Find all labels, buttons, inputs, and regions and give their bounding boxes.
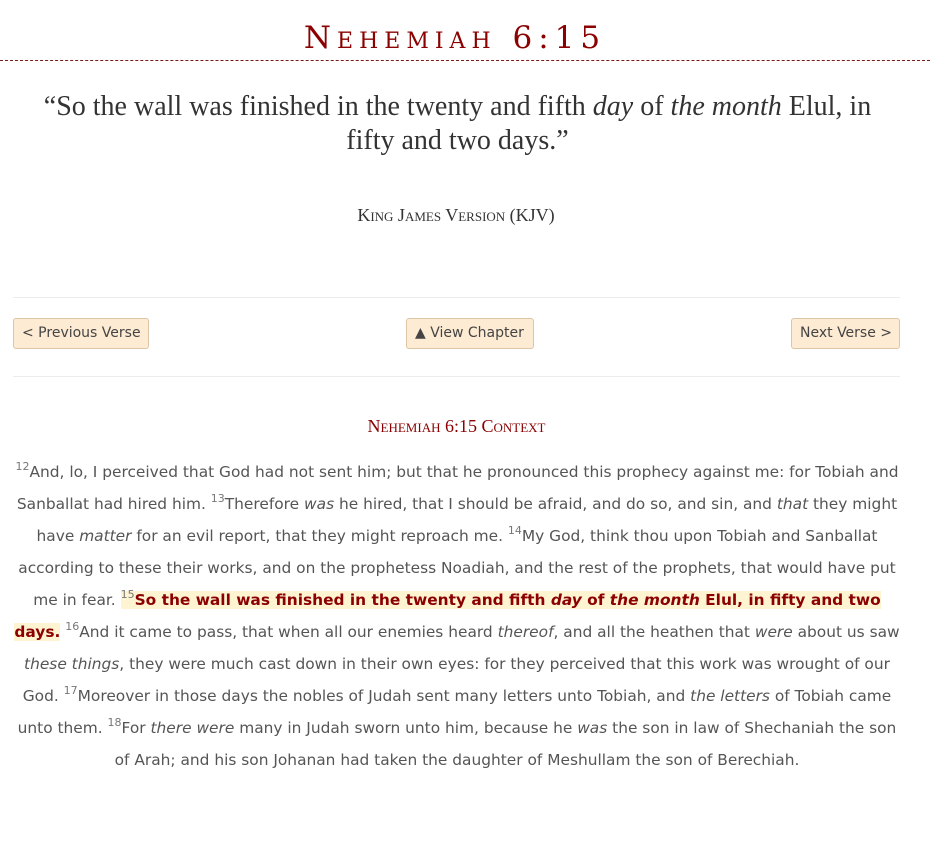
context-passage xyxy=(14,456,900,776)
previous-verse-button[interactable]: < Previous Verse xyxy=(13,318,149,349)
view-chapter-button[interactable]: ▲ View Chapter xyxy=(406,318,534,349)
verse-text: of xyxy=(581,591,610,609)
verse-italic: the month xyxy=(609,591,700,609)
verse-text: about us saw xyxy=(792,623,900,641)
verse-italic: were xyxy=(754,623,793,641)
verse-text: of xyxy=(633,91,671,122)
verse-italic: day xyxy=(592,91,634,122)
version-label: King James Version (KJV) xyxy=(357,205,555,225)
verse-quote xyxy=(20,90,895,158)
verse-italic: the month xyxy=(670,91,782,122)
verse-italic: the letters xyxy=(690,687,770,705)
nav-divider-top xyxy=(13,297,900,298)
verse-text: And, lo, I perceived that God had not sent him; but that he pronounced this prophecy against me: for Tobiah and Sanballat had hired him. xyxy=(16,463,899,513)
verse-text: , they were much cast down in their own eyes: for they perceived that this work was wrought of our God. xyxy=(22,655,890,705)
verse-italic: was xyxy=(304,495,335,513)
verse-text: Therefore xyxy=(224,495,305,513)
verse-number: 16 xyxy=(65,620,80,633)
verse-italic: thereof xyxy=(497,623,554,641)
verse-italic: was xyxy=(577,719,608,737)
verse-text: “So the wall was finished in the twenty and fifth xyxy=(43,91,593,122)
verse-text: And it came to pass, that when all our enemies heard xyxy=(79,623,498,641)
verse-number: 14 xyxy=(507,524,522,537)
verse-italic: matter xyxy=(79,527,132,545)
nav-divider-bottom xyxy=(13,376,900,377)
verse-text: for an evil report, that they might reproach me. xyxy=(131,527,508,545)
verse-italic: that xyxy=(776,495,809,513)
verse-number: 13 xyxy=(210,492,225,505)
next-verse-button[interactable]: Next Verse > xyxy=(791,318,900,349)
verse-text: Moreover in those days the nobles of Judah sent many letters unto Tobiah, and xyxy=(77,687,691,705)
verse-number: 15 xyxy=(120,588,135,601)
verse-text: they might have xyxy=(36,495,898,545)
verse-italic: there were xyxy=(150,719,235,737)
verse-text: he hired, that I should be afraid, and do so, and sin, and xyxy=(334,495,777,513)
verse-text: of Tobiah came unto them. xyxy=(17,687,892,737)
verse-italic: these things xyxy=(24,655,120,673)
verse-text: For xyxy=(121,719,151,737)
verse-text: the son in law of Shechaniah the son of Arah; and his son Johanan had taken the daughter of Meshullam the son of Berechiah. xyxy=(114,719,897,769)
verse-italic: day xyxy=(550,591,582,609)
verse-text: So the wall was finished in the twenty and fifth xyxy=(134,591,551,609)
context-title: Nehemiah 6:15 Context xyxy=(367,416,546,436)
verse-number: 12 xyxy=(15,460,30,473)
verse-text: Elul, in fifty and two days. xyxy=(14,591,881,641)
verse-number: 18 xyxy=(107,716,122,729)
verse-text: many in Judah sworn unto him, because he xyxy=(234,719,578,737)
verse-text: Elul, in fifty and two days.” xyxy=(346,91,872,156)
page-title: Nehemiah 6:15 xyxy=(303,20,607,56)
verse-text: My God, think thou upon Tobiah and Sanballat according to these their works, and on the prophetess Noadiah, and the rest of the prophets, that would have put me in fear. xyxy=(18,527,896,609)
verse-text: , and all the heathen that xyxy=(553,623,755,641)
title-divider xyxy=(0,60,930,61)
verse-number: 17 xyxy=(63,684,78,697)
